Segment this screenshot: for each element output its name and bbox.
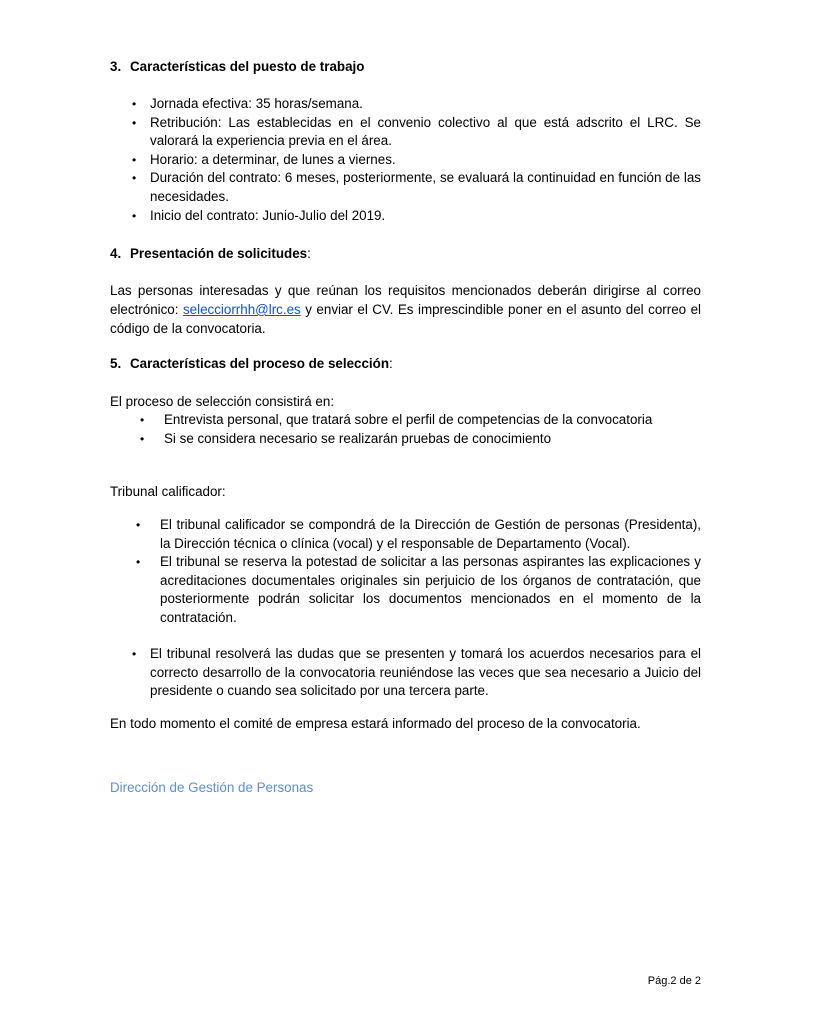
section-title: Características del proceso de selección: [130, 356, 390, 371]
list-item: • El tribunal calificador se compondrá de la Dirección de Gestión de personas (Presidenta), la Dirección técnica o clínica (vocal) y el responsable de Departamento (Vocal).: [110, 516, 701, 553]
section-title: Características del puesto de trabajo: [130, 59, 365, 74]
list-item: • El tribunal se reserva la potestad de solicitar a las personas aspirantes las explicaciones y acreditaciones documentales originales sin perjuicio de los órganos de contratación, que posteriormente podrán solicitar los documentos mencionados en el momento de la contratación.: [110, 553, 701, 627]
section-number: 4.: [110, 246, 122, 261]
section-5-bullet-list: [110, 411, 701, 448]
tribunal-bullet-list-2: [110, 645, 701, 701]
list-item: • Inicio del contrato: Junio-Julio del 2019.: [110, 207, 701, 226]
section-number: 5.: [110, 356, 122, 371]
list-item: • El tribunal resolverá las dudas que se presenten y tomará los acuerdos necesarios para el correcto desarrollo de la convocatoria reuniéndose las veces que sea necesario a Juicio del presidente o cuando sea solicitado por una tercera parte.: [110, 645, 701, 701]
list-item: • Entrevista personal, que tratará sobre el perfil de competencias de la convocatoria: [110, 411, 701, 430]
section-number: 3.: [110, 59, 122, 74]
section-title: Presentación de solicitudes: [130, 246, 308, 261]
selection-intro: El proceso de selección consistirá en:: [110, 394, 335, 409]
list-item: • Si se considera necesario se realizarán pruebas de conocimiento: [110, 430, 701, 449]
signature: Dirección de Gestión de Personas: [110, 780, 314, 795]
list-item: • Duración del contrato: 6 meses, posteriormente, se evaluará la continuidad en función de las necesidades.: [110, 169, 701, 206]
paragraph-text: y enviar el CV. Es imprescindible poner en el asunto del correo el código de la convocatoria.: [110, 302, 701, 336]
section-5-heading: [110, 355, 393, 373]
list-item: • Retribución: Las establecidas en el convenio colectivo al que está adscrito el LRC. Se valorará la experiencia previa en el área.: [110, 114, 701, 151]
email-link[interactable]: selecciorrhh@lrc.es: [182, 302, 301, 317]
page-number: Pág.2 de 2: [647, 975, 701, 987]
list-item: • Horario: a determinar, de lunes a viernes.: [110, 151, 701, 170]
closing-paragraph: En todo momento el comité de empresa estará informado del proceso de la convocatoria.: [110, 716, 641, 731]
heading-colon: :: [389, 356, 393, 371]
heading-colon: :: [307, 246, 311, 261]
section-3-bullet-list: [110, 95, 701, 225]
section-4-heading: [110, 245, 311, 263]
paragraph-text: Las personas interesadas y que reúnan los requisitos mencionados deberán dirigirse al correo electrónico:: [110, 283, 701, 317]
section-3-heading: [110, 58, 364, 76]
application-paragraph: [110, 281, 701, 338]
tribunal-bullet-list: [110, 516, 701, 628]
tribunal-label: Tribunal calificador:: [110, 484, 226, 499]
list-item: • Jornada efectiva: 35 horas/semana.: [110, 95, 701, 114]
